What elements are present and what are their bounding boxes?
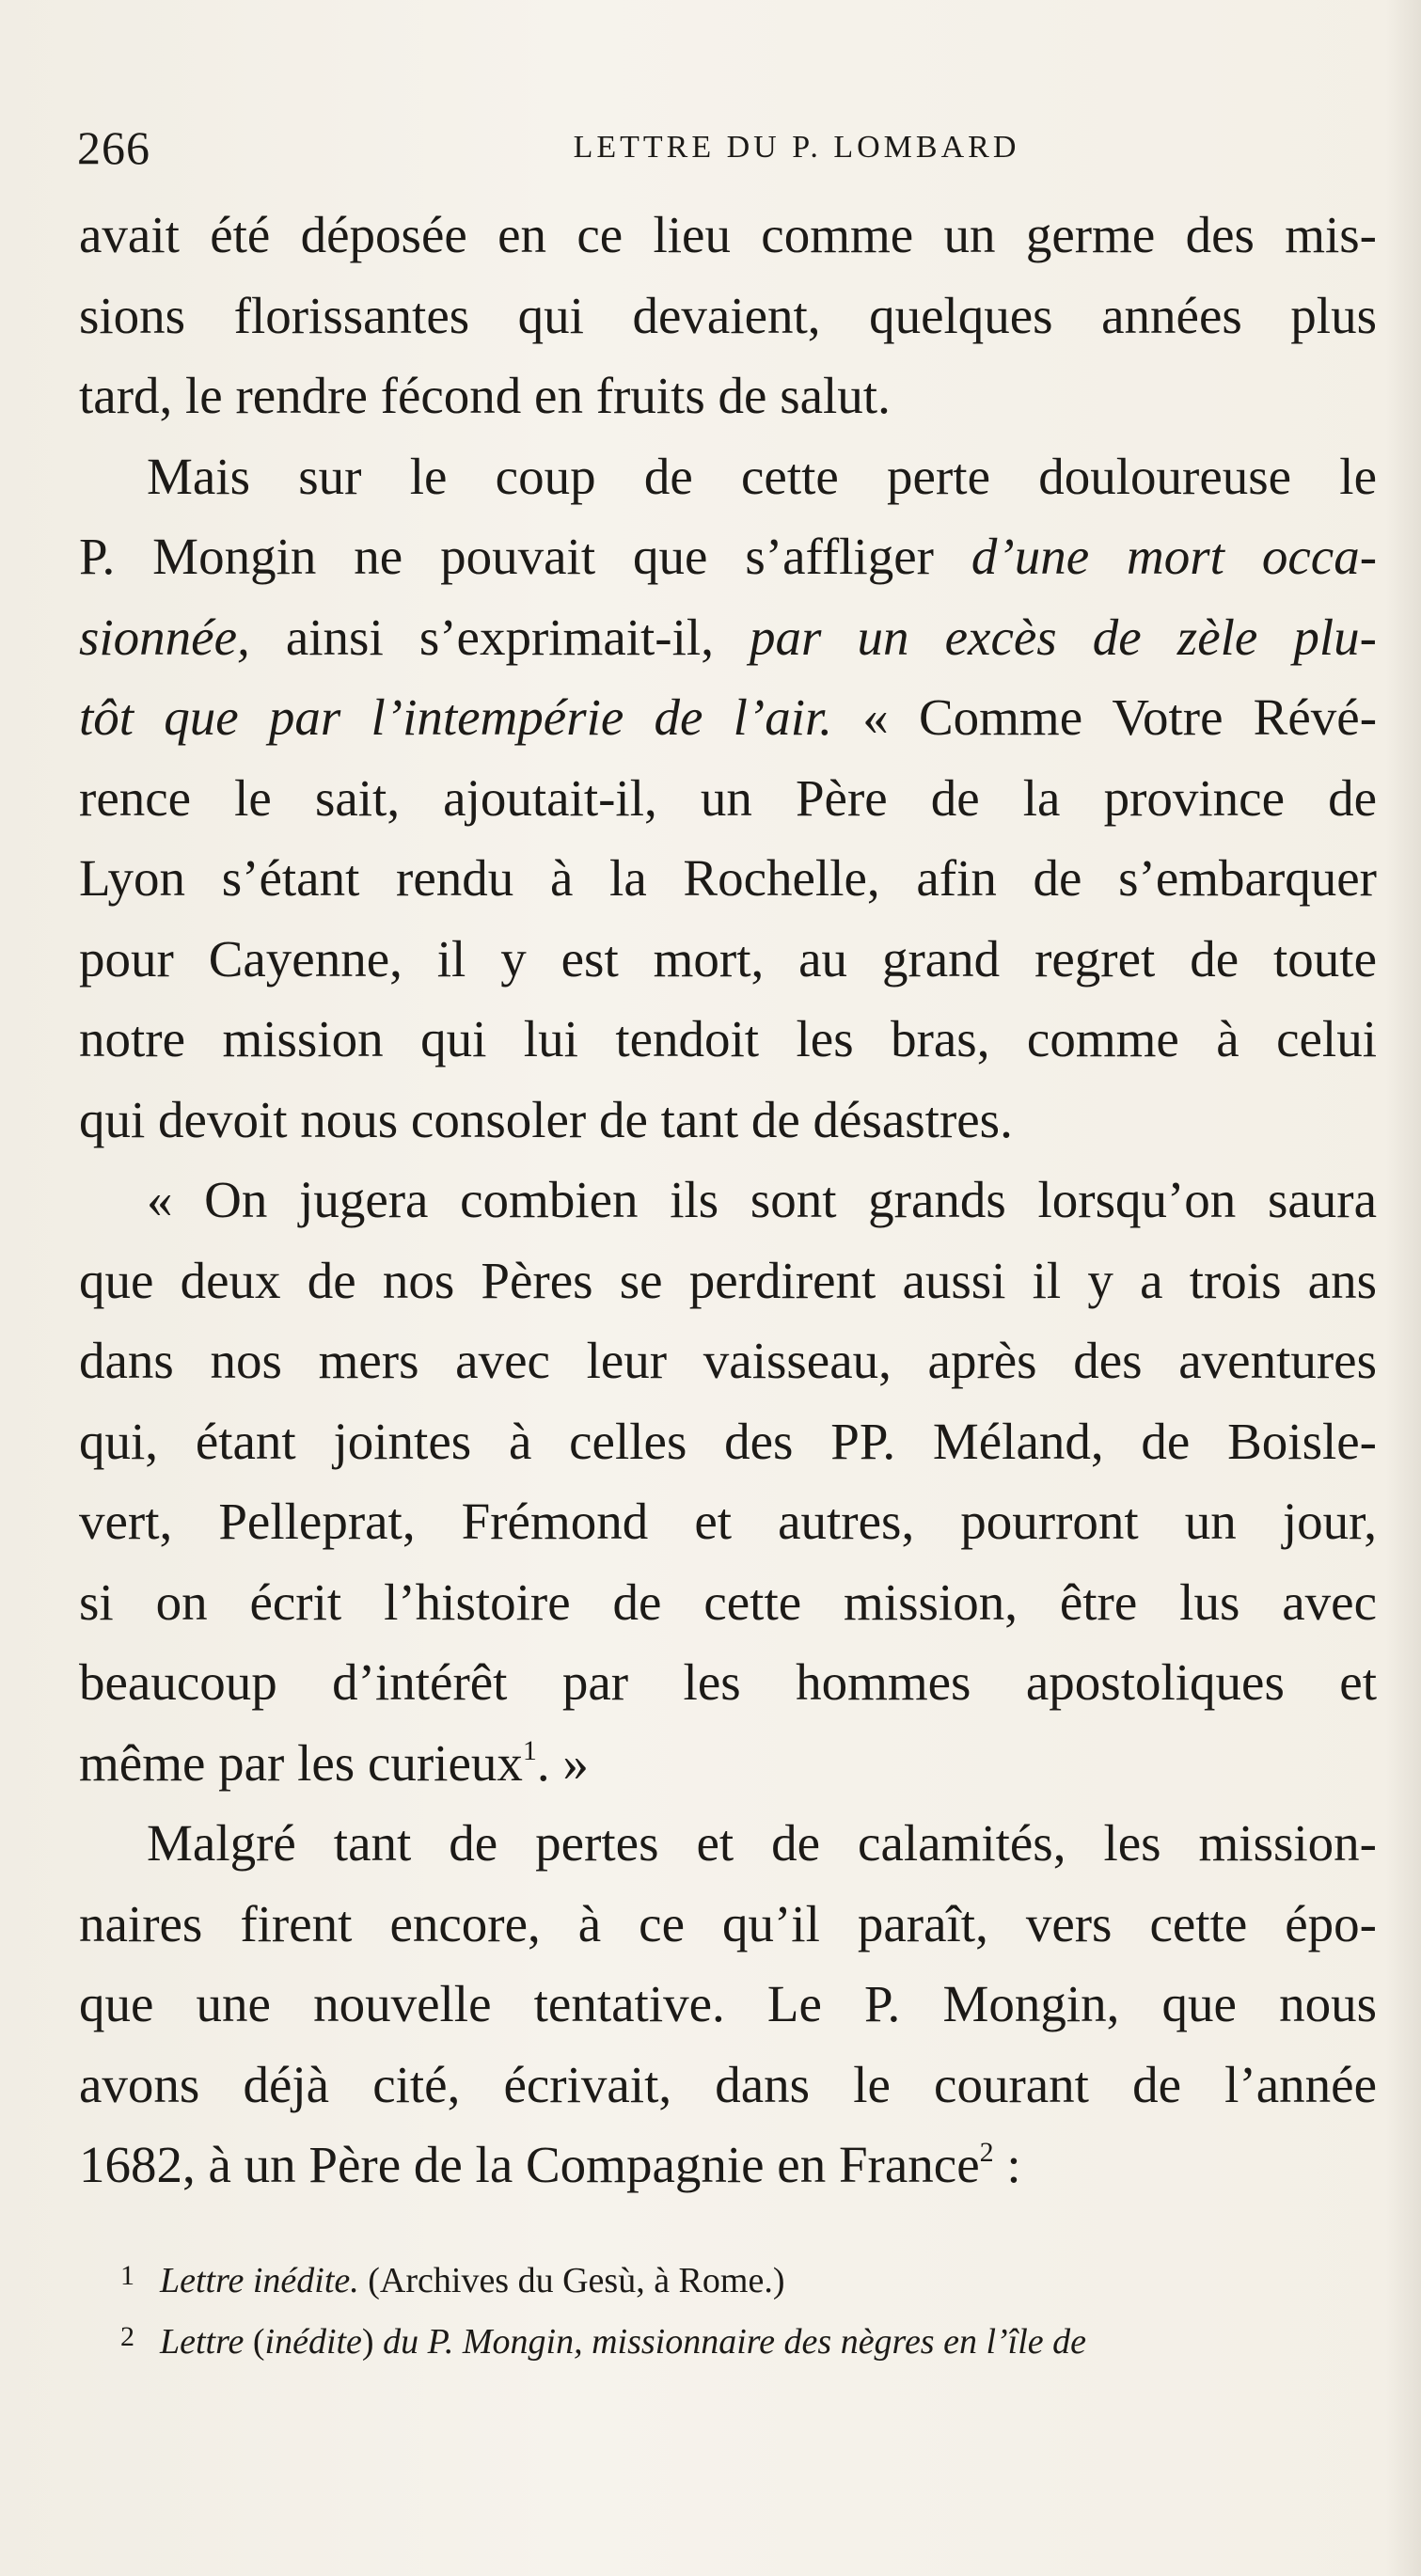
text-line: si on écrit l’histoire de cette mission, être lus avec: [79, 1572, 1377, 1631]
italic-phrase: d’une mort occa-: [971, 528, 1378, 585]
italic-phrase: tôt que par l’intempérie de l’air.: [79, 688, 833, 746]
text-line: beaucoup d’intérêt par les hommes apostoliques et: [79, 1653, 1377, 1711]
page-gutter-shadow: [1385, 0, 1421, 2576]
text-line: sionnée, ainsi s’exprimait-il, par un excès de zèle plu-: [79, 608, 1377, 666]
text-line: Mais sur le coup de cette perte douloureuse le: [147, 447, 1377, 505]
page-number: 266: [77, 121, 150, 174]
text-line: que une nouvelle tentative. Le P. Mongin, que nous: [79, 1975, 1377, 2032]
body-text: [79, 195, 1377, 2205]
text-line: dans nos mers avec leur vaisseau, après des aventures: [79, 1332, 1377, 1389]
running-head: [77, 120, 1375, 177]
text-line: pour Cayenne, il y est mort, au grand regret de toute: [79, 929, 1377, 988]
italic-phrase: par un excès de zèle plu-: [750, 608, 1377, 666]
footnote-mark: 2: [120, 2321, 134, 2352]
text-line: vert, Pelleprat, Frémond et autres, pourront un jour,: [79, 1493, 1377, 1550]
footnote-reference: 1: [522, 1734, 537, 1766]
text-line: qui, étant jointes à celles des PP. Méland, de Boisle-: [79, 1412, 1377, 1470]
footnote: 2 Lettre (inédite) du P. Mongin, missionnaire des nègres en l’île de: [120, 2309, 1377, 2370]
text-line: Malgré tant de pertes et de calamités, les mission-: [147, 1814, 1377, 1872]
footnote-mark: 1: [120, 2260, 134, 2291]
running-title: LETTRE DU P. LOMBARD: [573, 130, 1020, 165]
text-line: même par les curieux$^1$. »: [79, 1733, 589, 1792]
text-line: notre mission qui lui tendoit les bras, comme à celui: [79, 1010, 1377, 1067]
text-line: Lyon s’étant rendu à la Rochelle, afin de s’embarquer: [79, 849, 1377, 907]
text-line: rence le sait, ajoutait-il, un Père de la province de: [79, 768, 1377, 827]
footnote-reference: 2: [979, 2137, 994, 2168]
text-line: « On jugera combien ils sont grands lorsqu’on saura: [147, 1171, 1377, 1228]
text-line: avait été déposée en ce lieu comme un germe des mis-: [79, 206, 1377, 263]
text-line: tard, le rendre fécond en fruits de salut.: [79, 367, 891, 424]
text-line: naires firent encore, à ce qu’il paraît, vers cette épo-: [79, 1894, 1377, 1952]
footnotes: [120, 2248, 1377, 2370]
italic-phrase: sionnée,: [79, 608, 250, 666]
text-line: sions florissantes qui devaient, quelques années plus: [79, 286, 1377, 344]
text-line: qui devoit nous consoler de tant de désastres.: [79, 1090, 1013, 1148]
text-line: 1682, à un Père de la Compagnie en France$^2$ :: [79, 2136, 1021, 2193]
text-line: P. Mongin ne pouvait que s’affliger d’une mort occa-: [79, 528, 1378, 585]
text-line: tôt que par l’intempérie de l’air. « Comme Votre Révé-: [79, 688, 1378, 746]
text-line: avons déjà cité, écrivait, dans le courant de l’année: [79, 2055, 1377, 2113]
footnote: 1 Lettre inédite. (Archives du Gesù, à Rome.): [120, 2248, 1377, 2309]
text-line: que deux de nos Pères se perdirent aussi il y a trois ans: [79, 1251, 1377, 1309]
